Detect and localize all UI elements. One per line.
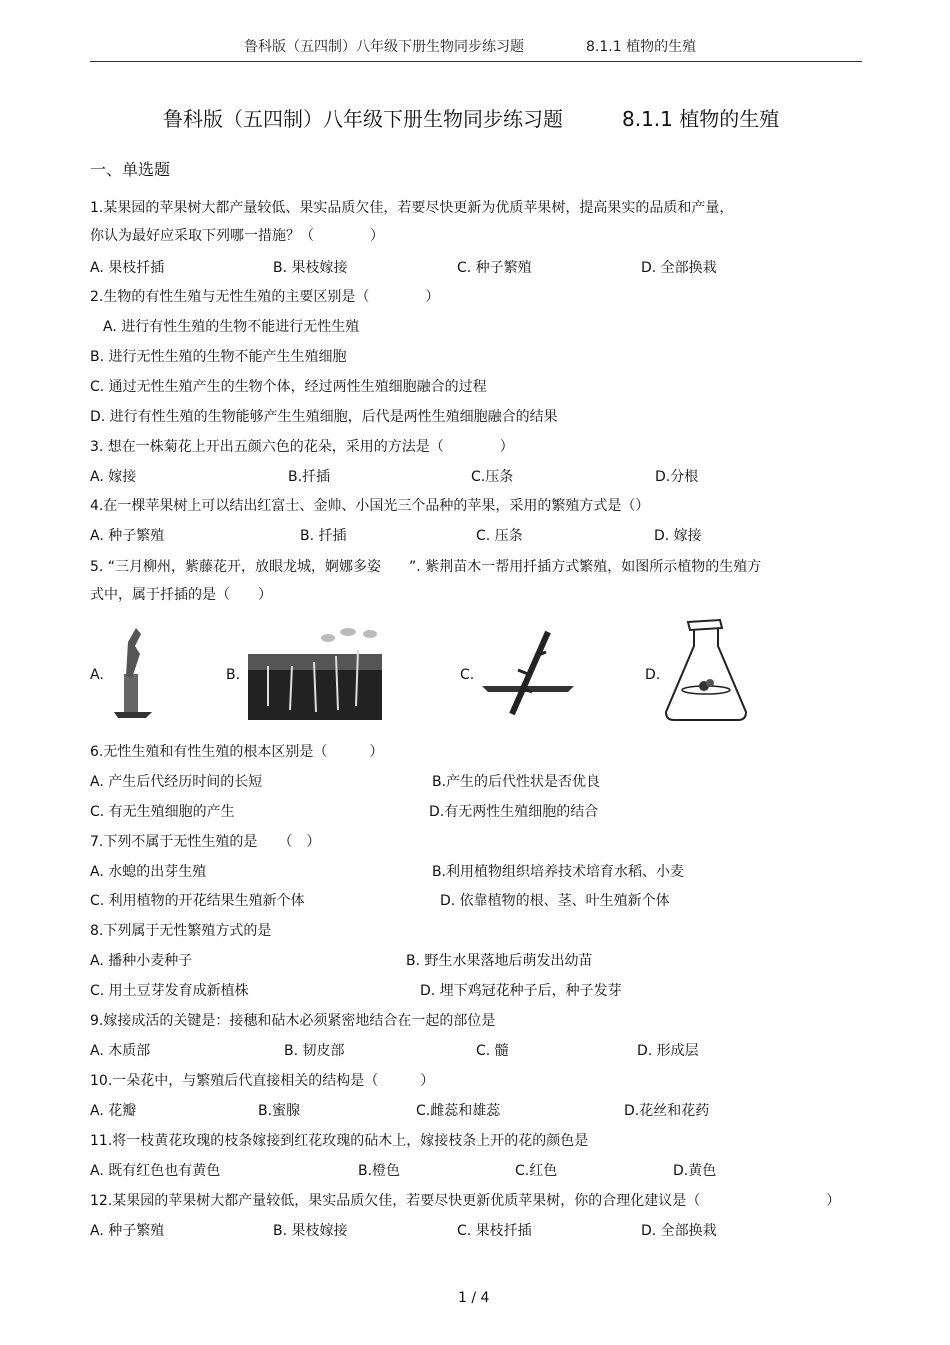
q11-option-b: B.橙色 — [358, 1163, 401, 1179]
q3-option-d: D.分根 — [655, 469, 699, 485]
q4-option-b: B. 扦插 — [300, 528, 347, 544]
q9-option-b: B. 韧皮部 — [284, 1043, 345, 1059]
q11-option-a: A. 既有红色也有黄色 — [90, 1163, 221, 1179]
q12-stem: 12.某果园的苹果树大都产量较低，果实品质欠佳，若要尽快更新优质苹果树，你的合理化建议是（ ） — [90, 1193, 841, 1209]
q8-option-b: B. 野生水果落地后萌发出幼苗 — [406, 953, 593, 969]
q3-option-b: B.扦插 — [288, 469, 331, 485]
q2-option-d: D. 进行有性生殖的生物能够产生生殖细胞，后代是两性生殖细胞融合的结果 — [90, 409, 558, 425]
q1-stem-line2: 你认为最好应采取下列哪一措施？（ ） — [90, 228, 384, 244]
q4-option-a: A. 种子繁殖 — [90, 528, 165, 544]
tissue-culture-flask-figure-d — [660, 616, 752, 724]
page-title-right: 8.1.1 植物的生殖 — [622, 107, 780, 131]
q5-stem-line1: 5. “三月柳州，紫藤花开，放眼龙城，婀娜多姿 ”. 紫荆苗木一帮用扦插方式繁殖，如图所示植物的生殖方 — [90, 559, 762, 575]
q7-option-c: C. 利用植物的开花结果生殖新个体 — [90, 893, 305, 909]
running-header-right: 8.1.1 植物的生殖 — [586, 39, 697, 55]
q2-option-a: A. 进行有性生殖的生物不能进行无性生殖 — [103, 319, 360, 335]
q2-option-c: C. 通过无性生殖产生的生物个体，经过两性生殖细胞融合的过程 — [90, 379, 487, 395]
q11-option-d: D.黄色 — [673, 1163, 717, 1179]
q4-option-d: D. 嫁接 — [654, 528, 702, 544]
q2-stem: 2.生物的有性生殖与无性生殖的主要区别是（ ） — [90, 289, 440, 305]
q1-option-c: C. 种子繁殖 — [457, 260, 532, 276]
q8-option-d: D. 埋下鸡冠花种子后，种子发芽 — [420, 983, 622, 999]
q11-stem: 11.将一枝黄花玫瑰的枝条嫁接到红花玫瑰的砧木上，嫁接枝条上开的花的颜色是 — [90, 1133, 589, 1149]
q10-stem: 10.一朵花中，与繁殖后代直接相关的结构是（ ） — [90, 1073, 435, 1089]
q5-option-c-label: C. — [460, 667, 475, 683]
q3-option-a: A. 嫁接 — [90, 469, 137, 485]
q12-option-a: A. 种子繁殖 — [90, 1223, 165, 1239]
q7-option-a: A. 水螅的出芽生殖 — [90, 864, 207, 880]
running-header-left: 鲁科版（五四制）八年级下册生物同步练习题 — [244, 39, 524, 55]
q6-option-b: B.产生的后代性状是否优良 — [432, 774, 601, 790]
page-title-left: 鲁科版（五四制）八年级下册生物同步练习题 — [163, 107, 563, 131]
q7-option-b: B.利用植物组织培养技术培育水稻、小麦 — [432, 864, 685, 880]
q1-stem-line1: 1.某果园的苹果树大都产量较低、果实品质欠佳，若要尽快更新为优质苹果树，提高果实的品质和产量， — [90, 200, 734, 216]
q3-option-c: C.压条 — [471, 469, 514, 485]
q10-option-a: A. 花瓣 — [90, 1103, 137, 1119]
section-heading: 一、单选题 — [90, 160, 171, 179]
q6-option-a: A. 产生后代经历时间的长短 — [90, 774, 263, 790]
q9-option-d: D. 形成层 — [637, 1043, 699, 1059]
q5-stem-line2: 式中，属于扦插的是（ ） — [90, 587, 272, 603]
page-number: 1 / 4 — [458, 1290, 490, 1306]
q10-option-b: B.蜜腺 — [258, 1103, 301, 1119]
q5-option-b-label: B. — [226, 667, 241, 683]
q9-option-c: C. 髓 — [476, 1043, 509, 1059]
q4-option-c: C. 压条 — [476, 528, 523, 544]
q6-option-c: C. 有无生殖细胞的产生 — [90, 804, 235, 820]
q8-option-c: C. 用土豆芽发育成新植株 — [90, 983, 249, 999]
q12-option-d: D. 全部换栽 — [641, 1223, 717, 1239]
q8-option-a: A. 播种小麦种子 — [90, 953, 193, 969]
q6-stem: 6.无性生殖和有性生殖的根本区别是（ ） — [90, 744, 384, 760]
q11-option-c: C.红色 — [515, 1163, 558, 1179]
header-rule — [90, 61, 862, 62]
q3-stem: 3. 想在一株菊花上开出五颜六色的花朵，采用的方法是（ ） — [90, 439, 514, 455]
q10-option-d: D.花丝和花药 — [624, 1103, 710, 1119]
q10-option-c: C.雌蕊和雄蕊 — [416, 1103, 501, 1119]
q9-option-a: A. 木质部 — [90, 1043, 151, 1059]
cutting-figure-a — [108, 624, 158, 720]
q8-stem: 8.下列属于无性繁殖方式的是 — [90, 923, 272, 939]
q5-option-a-label: A. — [90, 667, 104, 683]
q4-stem: 4.在一棵苹果树上可以结出红富士、金帅、小国光三个品种的苹果，采用的繁殖方式是（） — [90, 498, 650, 514]
cutting-figure-c — [478, 626, 578, 722]
q6-option-d: D.有无两性生殖细胞的结合 — [429, 804, 599, 820]
q5-option-d-label: D. — [645, 667, 661, 683]
q7-option-d: D. 依靠植物的根、茎、叶生殖新个体 — [440, 893, 670, 909]
q1-option-d: D. 全部换栽 — [641, 260, 717, 276]
q12-option-c: C. 果枝扦插 — [457, 1223, 532, 1239]
seedlings-figure-b — [246, 626, 384, 722]
q2-option-b: B. 进行无性生殖的生物不能产生生殖细胞 — [90, 349, 347, 365]
q1-option-a: A. 果枝扦插 — [90, 260, 165, 276]
q1-option-b: B. 果枝嫁接 — [273, 260, 348, 276]
q7-stem: 7.下列不属于无性生殖的是 （ ） — [90, 834, 321, 850]
q9-stem: 9.嫁接成活的关键是：接穗和砧木必须紧密地结合在一起的部位是 — [90, 1013, 496, 1029]
q12-option-b: B. 果枝嫁接 — [273, 1223, 348, 1239]
